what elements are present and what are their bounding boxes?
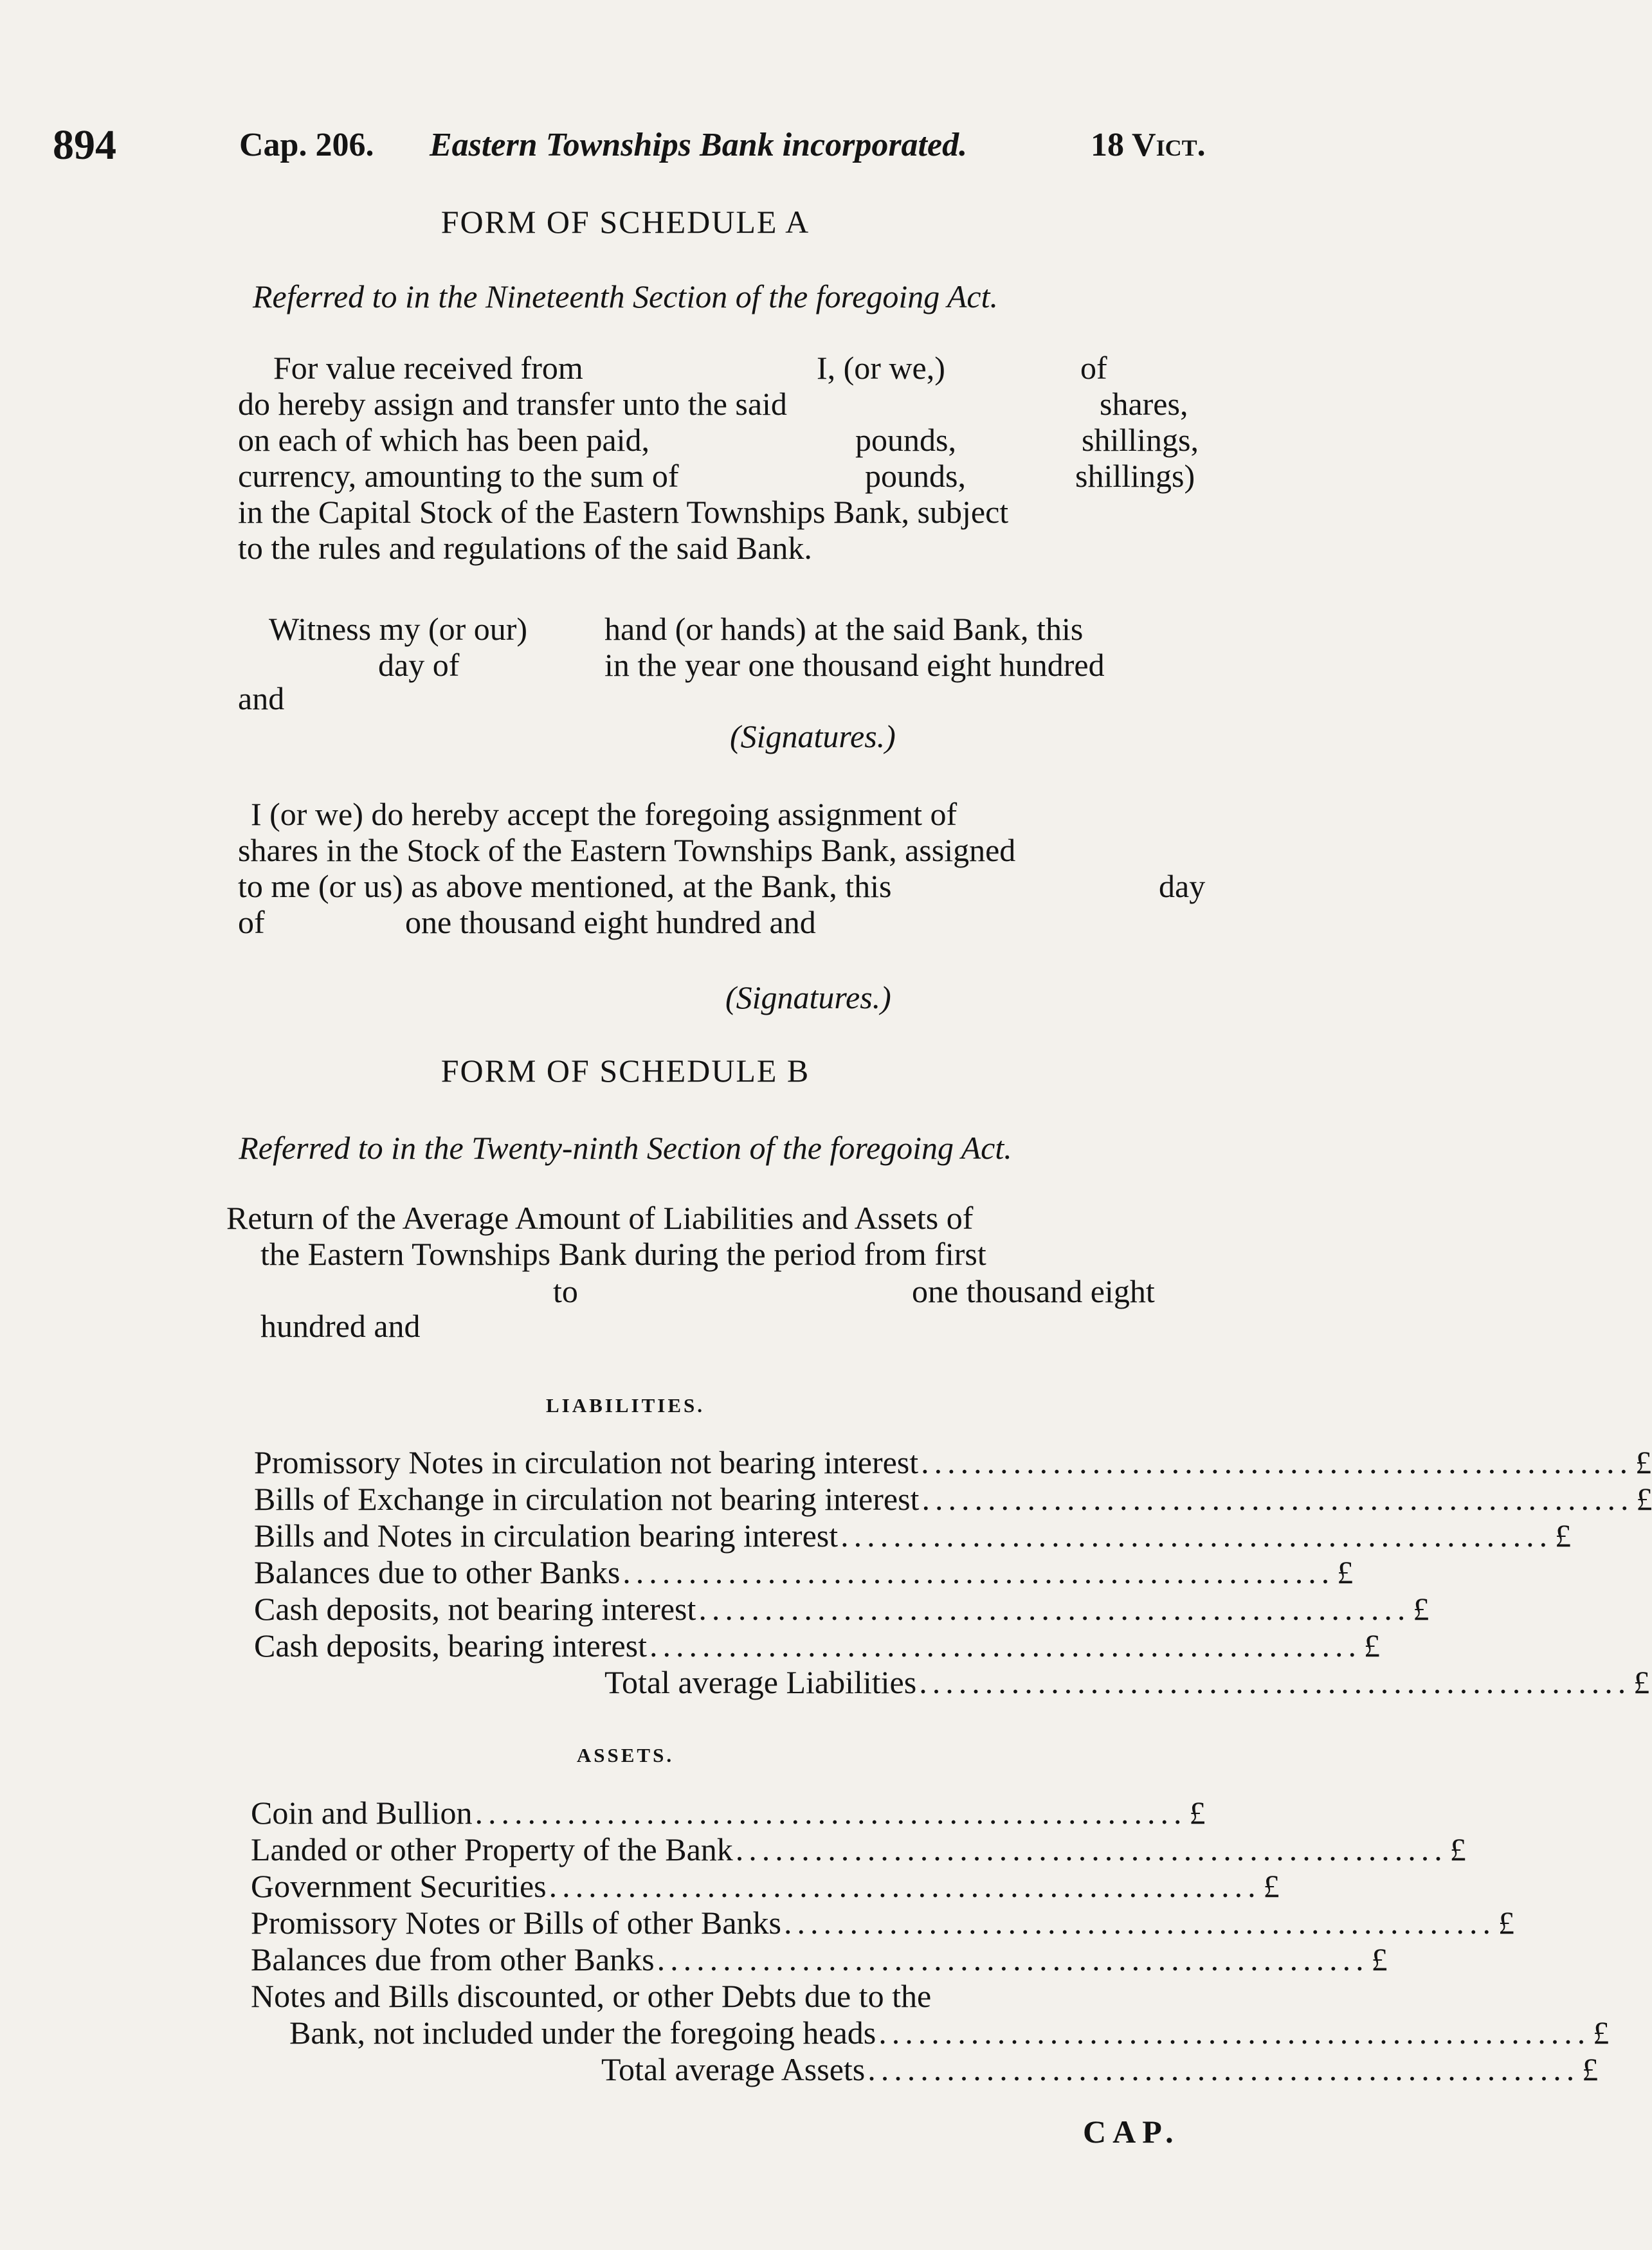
pound-sign: £ [1635,1444,1652,1480]
ledger-label: Government Securities [251,1868,547,1904]
chapter-label: Cap. 206. [239,127,374,163]
ledger-row [251,1831,1466,1868]
acceptance-text: shares in the Stock of the Eastern Townships Bank, assigned [238,832,1016,868]
return-text: one thousand eight [912,1273,1155,1309]
ledger-row [254,1480,1652,1518]
leader-dots: ...................................................... [735,1831,1448,1867]
signatures-label: (Signatures.) [725,979,891,1015]
leader-dots: ...................................................... [698,1591,1411,1627]
leader-dots: ...................................................... [878,2015,1591,2051]
acceptance-text: I (or we) do hereby accept the foregoing assignment of [251,796,958,832]
ledger-row [254,1590,1430,1628]
pound-sign: £ [1633,1664,1650,1700]
pound-sign: £ [1263,1868,1280,1904]
pound-sign: £ [1582,2051,1599,2087]
ledger-row [251,1977,1141,2015]
ledger-label: Total average Assets [601,2051,866,2087]
assignment-text: do hereby assign and transfer unto the said [238,386,787,422]
acceptance-text: one thousand eight hundred and [405,904,816,940]
ledger-row [251,1867,1280,1905]
return-text: to [553,1273,578,1309]
assignment-text: I, (or we,) [817,350,945,386]
return-text: Return of the Average Amount of Liabilities and Assets of [226,1200,974,1236]
assignment-text: in the Capital Stock of the Eastern Townships Bank, subject [238,494,1009,530]
leader-dots: ...................................................... [919,1664,1631,1700]
acceptance-text: of [238,904,265,940]
leader-dots: ...................................................... [867,2051,1580,2087]
leader-dots: ...................................................... [649,1628,1361,1664]
leader-dots: ...................................................... [549,1868,1261,1904]
ledger-label: Coin and Bullion [251,1795,473,1831]
pound-sign: £ [1413,1591,1430,1627]
leader-dots: ...................................................... [783,1905,1496,1941]
return-text: the Eastern Townships Bank during the period from first [260,1236,986,1272]
ledger-label: Balances due from other Banks [251,1941,655,1977]
acceptance-text: to me (or us) as above mentioned, at the Bank, this [238,868,892,904]
ledger-total-row [601,2051,1599,2088]
pound-sign: £ [1498,1905,1514,1941]
ledger-label: Notes and Bills discounted, or other Debts due to the [251,1978,932,2014]
ledger-row [251,1941,1388,1978]
liabilities-heading: LIABILITIES. [545,1394,705,1417]
schedule-a-heading: FORM OF SCHEDULE A [440,204,810,240]
ledger-total-row [604,1664,1650,1701]
ledger-label: Cash deposits, bearing interest [254,1628,647,1664]
pound-sign: £ [1449,1831,1466,1867]
ledger-row [254,1517,1572,1554]
witness-text: hand (or hands) at the said Bank, this [604,611,1084,647]
leader-dots: ...................................................... [475,1795,1187,1831]
schedule-b-heading: FORM OF SCHEDULE B [440,1053,810,1089]
leader-dots: ...................................................... [840,1518,1553,1554]
pound-sign: £ [1371,1941,1388,1977]
pound-sign: £ [1337,1554,1354,1590]
ledger-label: Balances due to other Banks [254,1554,621,1590]
assignment-text: to the rules and regulations of the said Bank. [238,530,812,566]
ledger-label: Bills of Exchange in circulation not bearing interest [254,1481,920,1517]
assignment-text: pounds, [865,458,966,494]
ledger-label: Bank, not included under the foregoing heads [289,2015,876,2051]
pound-sign: £ [1364,1628,1380,1664]
assignment-text: shares, [1100,386,1188,422]
schedule-a-reference: Referred to in the Nineteenth Section of the foregoing Act. [253,278,998,314]
witness-text: Witness my (or our) [269,611,528,647]
ledger-row [251,1794,1206,1831]
assignment-text: on each of which has been paid, [238,422,650,458]
leader-dots: ...................................................... [921,1444,1633,1480]
ledger-label: Promissory Notes in circulation not bearing interest [254,1444,919,1480]
assignment-text: pounds, [855,422,956,458]
return-text: hundred and [260,1308,421,1344]
assignment-text: For value received from [273,350,583,386]
regnal-year: 18 Vict. [1091,127,1206,163]
running-title: Eastern Townships Bank incorporated. [430,127,968,163]
signatures-label: (Signatures.) [730,718,896,754]
catchword: CAP. [1083,2114,1180,2150]
witness-text: and [238,680,285,716]
ledger-row [251,1904,1514,1941]
assets-heading: ASSETS. [576,1744,675,1766]
pound-sign: £ [1636,1481,1652,1517]
leader-dots: ...................................................... [657,1941,1369,1977]
ledger-row [254,1554,1354,1591]
schedule-b-reference: Referred to in the Twenty-ninth Section of the foregoing Act. [239,1130,1012,1166]
pound-sign: £ [1189,1795,1206,1831]
witness-text: in the year one thousand eight hundred [604,647,1105,683]
assignment-text: currency, amounting to the sum of [238,458,679,494]
assignment-text: of [1080,350,1107,386]
witness-text: day of [378,647,460,683]
assignment-text: shillings) [1075,458,1195,494]
ledger-label: Cash deposits, not bearing interest [254,1591,696,1627]
ledger-label: Total average Liabilities [604,1664,917,1700]
ledger-label: Bills and Notes in circulation bearing interest [254,1518,839,1554]
ledger-label: Landed or other Property of the Bank [251,1831,733,1867]
ledger-label: Promissory Notes or Bills of other Banks [251,1905,781,1941]
ledger-row [289,2014,1610,2051]
page-number: 894 [53,122,116,168]
acceptance-text: day [1159,868,1206,904]
pound-sign: £ [1593,2015,1610,2051]
leader-dots: ...................................................... [921,1481,1634,1517]
leader-dots: ...................................................... [622,1554,1335,1590]
assignment-text: shillings, [1082,422,1199,458]
ledger-row [254,1444,1652,1481]
pound-sign: £ [1555,1518,1572,1554]
ledger-row [254,1627,1380,1664]
